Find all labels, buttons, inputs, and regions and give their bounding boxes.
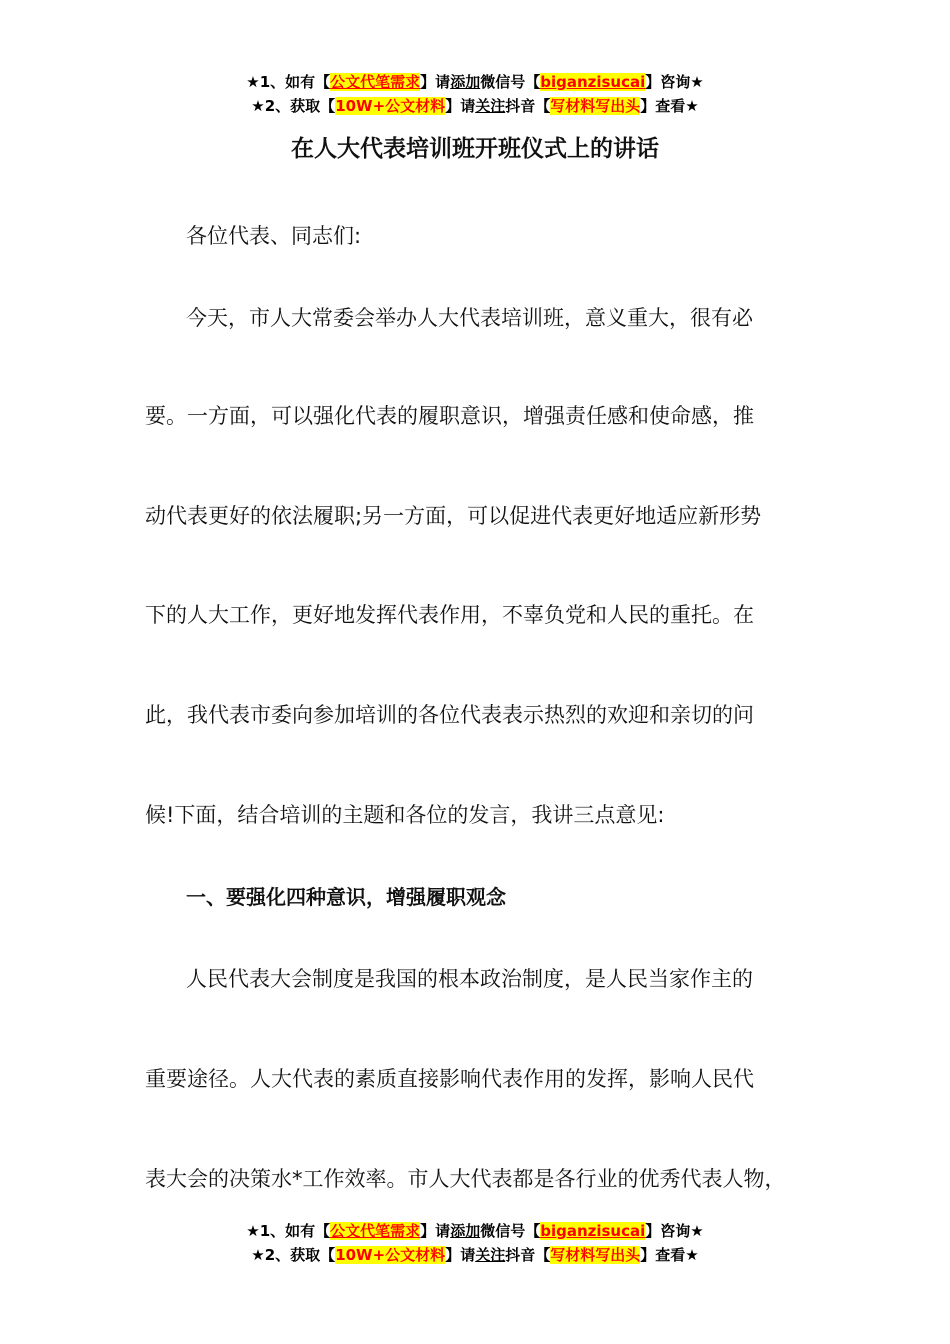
body-line: 下的人大工作，更好地发挥代表作用，不辜负党和人民的重托。在 bbox=[145, 603, 754, 627]
material-keyword: 10W+公文材料 bbox=[335, 97, 446, 115]
body-line: 要。一方面，可以强化代表的履职意识，增强责任感和使命感，推 bbox=[145, 404, 754, 428]
material-keyword: 10W+公文材料 bbox=[335, 1246, 446, 1264]
body-line: 此，我代表市委向参加培训的各位代表表示热烈的欢迎和亲切的问 bbox=[145, 703, 754, 727]
wechat-id: biganzisucai bbox=[540, 1222, 646, 1240]
douyin-account: 写材料写出头 bbox=[550, 1246, 641, 1264]
document-title: 在人大代表培训班开班仪式上的讲话 bbox=[291, 136, 659, 162]
body-line: 重要途径。人大代表的素质直接影响代表作用的发挥，影响人民代 bbox=[145, 1067, 754, 1091]
promo-line-1: ★1、如有【公文代笔需求】请添加微信号【biganzisucai】咨询★ bbox=[246, 73, 704, 91]
service-keyword: 公文代笔需求 bbox=[330, 73, 421, 91]
promo-line-2: ★2、获取【10W+公文材料】请关注抖音【写材料写出头】查看★ bbox=[251, 1246, 699, 1264]
douyin-account: 写材料写出头 bbox=[550, 97, 641, 115]
body-line: 人民代表大会制度是我国的根本政治制度，是人民当家作主的 bbox=[186, 967, 753, 991]
body-line: 候!下面，结合培训的主题和各位的发言，我讲三点意见: bbox=[145, 803, 665, 827]
body-line: 表大会的决策水*工作效率。市人大代表都是各行业的优秀代表人物， bbox=[145, 1167, 786, 1191]
body-line: 今天，市人大常委会举办人大代表培训班，意义重大，很有必 bbox=[186, 306, 753, 330]
body-line: 动代表更好的依法履职;另一方面，可以促进代表更好地适应新形势 bbox=[145, 504, 762, 528]
section-heading: 一、要强化四种意识，增强履职观念 bbox=[186, 885, 506, 909]
service-keyword: 公文代笔需求 bbox=[330, 1222, 421, 1240]
salutation: 各位代表、同志们: bbox=[186, 224, 362, 248]
footer-promo-banner bbox=[0, 1219, 950, 1267]
promo-line-1: ★1、如有【公文代笔需求】请添加微信号【biganzisucai】咨询★ bbox=[246, 1222, 704, 1240]
promo-line-2: ★2、获取【10W+公文材料】请关注抖音【写材料写出头】查看★ bbox=[251, 97, 699, 115]
header-promo-banner bbox=[0, 70, 950, 118]
wechat-id: biganzisucai bbox=[540, 73, 646, 91]
